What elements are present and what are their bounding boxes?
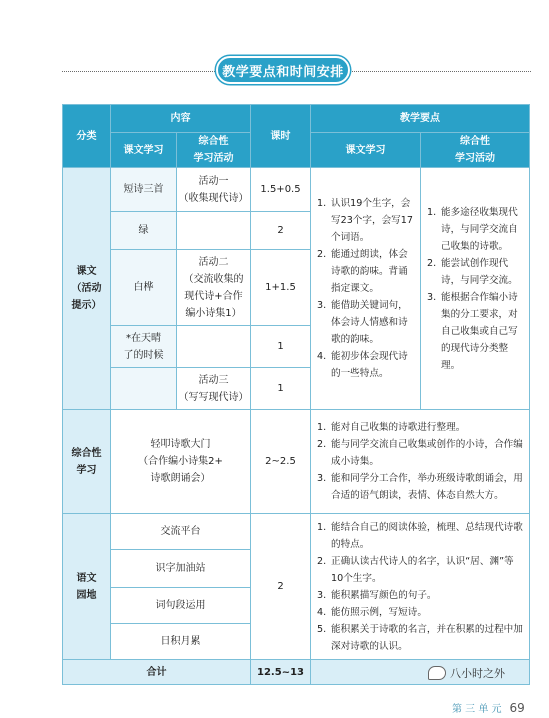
watermark-text: 八小时之外	[450, 667, 505, 680]
unit-label: 第 三 单 元	[452, 704, 502, 715]
total-hours: 12.5~13	[251, 660, 311, 685]
hours-cell: 2	[251, 514, 311, 660]
point-item: 3. 能积累描写颜色的句子。	[317, 589, 437, 601]
point-item: 3. 能和同学分工合作，举办班级诗歌朗诵会，用合适的语气朗读，表情、体态自然大方。	[317, 473, 523, 501]
point-item: 4. 能仿照示例，写短诗。	[317, 606, 427, 618]
hours-cell: 1.5+0.5	[251, 168, 311, 212]
point-item: 1. 认识19个生字，会写23个字，会写17个词语。	[317, 198, 413, 243]
point-item: 2. 能与同学交流自己收集或创作的小诗，合作编成小诗集。	[317, 439, 523, 467]
garden-item: 日积月累	[111, 624, 251, 660]
point-item: 3. 能借助关键词句，体会诗人情感和诗歌的韵味。	[317, 300, 408, 345]
garden-item: 交流平台	[111, 514, 251, 550]
activity-points	[421, 168, 530, 410]
section-label-garden: 语文 园地	[63, 514, 111, 660]
text-cell: 绿	[111, 212, 177, 250]
total-label: 合计	[63, 660, 251, 685]
section-label-integrated: 综合性 学习	[63, 410, 111, 514]
point-item: 2. 能尝试创作现代诗，与同学交流。	[427, 257, 518, 286]
watermark	[428, 665, 505, 681]
text-study-points	[311, 168, 421, 410]
page-number: 69	[509, 701, 525, 715]
header-kp-integrated: 综合性 学习活动	[421, 133, 530, 168]
hours-cell: 1+1.5	[251, 250, 311, 326]
point-item: 1. 能多途径收集现代诗，与同学交流自己收集的诗歌。	[427, 206, 518, 252]
text-cell: 短诗三首	[111, 168, 177, 212]
activity-cell: 活动三 （写写现代诗）	[177, 368, 251, 410]
header-content: 内容	[111, 105, 251, 133]
point-item: 2. 正确认读古代诗人的名字，认识“居、渊”等10个生字。	[317, 555, 514, 584]
hours-cell: 1	[251, 326, 311, 368]
header-hours: 课时	[251, 105, 311, 168]
section-banner: 教学要点和时间安排	[216, 56, 350, 84]
point-item: 5. 能积累关于诗歌的名言，并在积累的过程中加深对诗歌的认识。	[317, 623, 523, 652]
activity-cell: 活动二 （交流收集的 现代诗+合作 编小诗集1）	[177, 250, 251, 326]
section-label-texts: 课文 （活动 提示）	[63, 168, 111, 410]
garden-item: 识字加油站	[111, 550, 251, 588]
activity-cell	[177, 326, 251, 368]
point-item: 4. 能初步体会现代诗的一些特点。	[317, 351, 408, 379]
integrated-points	[311, 410, 530, 514]
text-cell	[111, 368, 177, 410]
schedule-table	[62, 104, 530, 685]
header-text-study: 课文学习	[111, 133, 177, 168]
activity-cell	[177, 212, 251, 250]
garden-points	[311, 514, 530, 660]
point-item: 3. 能根据合作编小诗集的分工要求，对自己收集或自己写的现代诗分类整理。	[427, 291, 518, 371]
text-cell: *在天晴 了的时候	[111, 326, 177, 368]
hours-cell: 1	[251, 368, 311, 410]
point-item: 1. 能结合自己的阅读体验，梳理、总结现代诗歌的特点。	[317, 521, 523, 550]
hours-cell: 2	[251, 212, 311, 250]
point-item: 1. 能对自己收集的诗歌进行整理。	[317, 422, 466, 433]
point-item: 2. 能通过朗读，体会诗歌的韵味。背诵指定课文。	[317, 249, 408, 294]
garden-item: 词句段运用	[111, 588, 251, 624]
header-kp-text-study: 课文学习	[311, 133, 421, 168]
header-integrated: 综合性 学习活动	[177, 133, 251, 168]
header-key-points: 教学要点	[311, 105, 530, 133]
header-category: 分类	[63, 105, 111, 168]
page-footer	[452, 700, 525, 715]
hours-cell: 2~2.5	[251, 410, 311, 514]
chat-bubble-icon	[428, 666, 446, 680]
text-cell: 白桦	[111, 250, 177, 326]
activity-cell: 活动一 （收集现代诗）	[177, 168, 251, 212]
integrated-content: 轻叩诗歌大门 （合作编小诗集2+ 诗歌朗诵会）	[111, 410, 251, 514]
